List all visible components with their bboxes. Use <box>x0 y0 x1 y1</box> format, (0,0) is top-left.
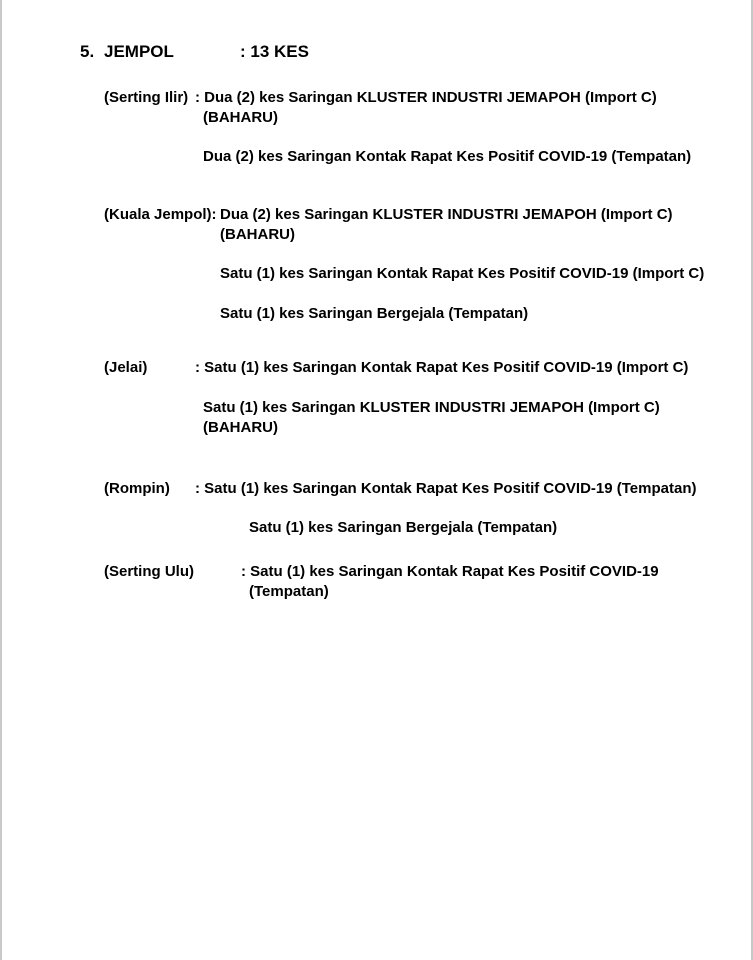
case-line: : Satu (1) kes Saringan Kontak Rapat Kes Positif COVID-19 (Tempatan) <box>195 480 697 497</box>
section-number: 5. <box>80 42 95 61</box>
district-name: JEMPOL <box>104 42 174 61</box>
area-label-serting-ulu: (Serting Ulu) <box>104 563 194 580</box>
case-line: Satu (1) kes Saringan KLUSTER INDUSTRI JEMAPOH (Import C) <box>203 399 660 416</box>
case-line: Satu (1) kes Saringan Bergejala (Tempatan) <box>249 519 558 536</box>
area-label-serting-ilir: (Serting Ilir) <box>104 89 189 106</box>
district-total-cases: : 13 KES <box>240 42 309 61</box>
area-label-jelai: (Jelai) <box>104 359 148 376</box>
case-line: (BAHARU) <box>203 419 278 436</box>
case-line: (BAHARU) <box>220 226 295 243</box>
case-line: Dua (2) kes Saringan KLUSTER INDUSTRI JEMAPOH (Import C) <box>220 206 673 223</box>
case-line: : Satu (1) kes Saringan Kontak Rapat Kes Positif COVID-19 <box>241 563 659 580</box>
area-label-rompin: (Rompin) <box>104 480 170 497</box>
case-line: (BAHARU) <box>203 109 278 126</box>
case-line: Satu (1) kes Saringan Bergejala (Tempatan) <box>220 305 529 322</box>
page-left-edge <box>0 0 2 960</box>
area-label-kuala-jempol: (Kuala Jempol): <box>104 206 217 223</box>
case-line: : Dua (2) kes Saringan KLUSTER INDUSTRI JEMAPOH (Import C) <box>195 89 657 106</box>
case-line: Dua (2) kes Saringan Kontak Rapat Kes Positif COVID-19 (Tempatan) <box>203 148 692 165</box>
case-line: (Tempatan) <box>249 583 329 600</box>
case-line: Satu (1) kes Saringan Kontak Rapat Kes Positif COVID-19 (Import C) <box>220 265 705 282</box>
case-line: : Satu (1) kes Saringan Kontak Rapat Kes Positif COVID-19 (Import C) <box>195 359 689 376</box>
